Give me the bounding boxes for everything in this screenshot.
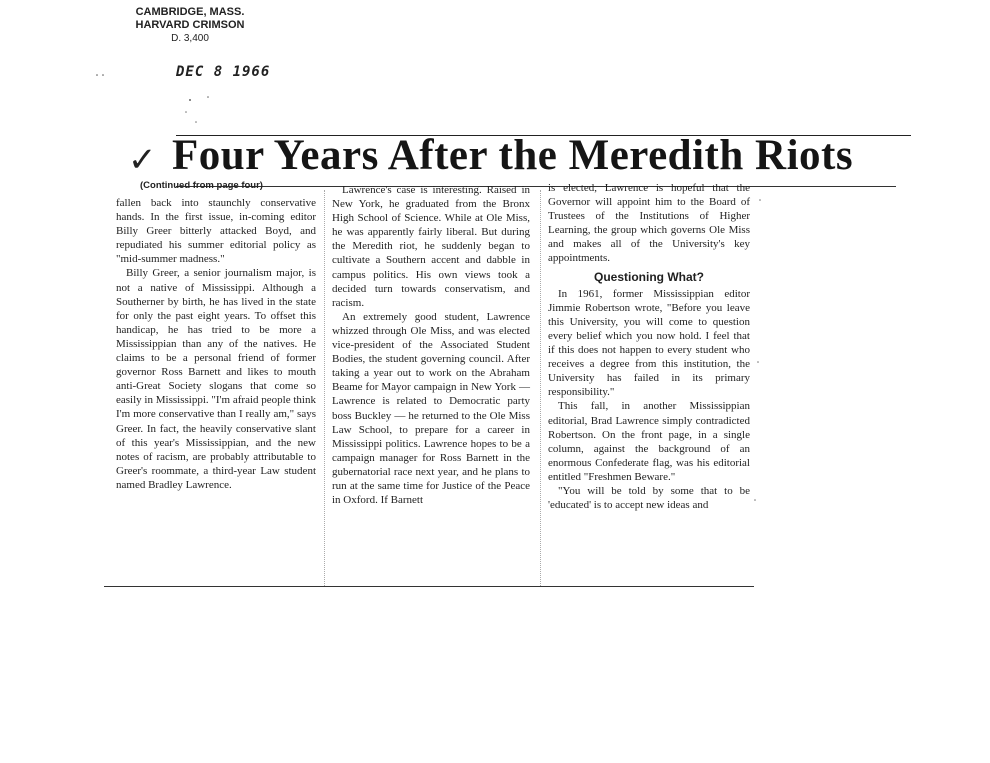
paragraph: An extremely good student, Lawrence whizzed through Ole Miss, and was elected vice-president of the Associated Student Bodies, the student governing council. After taking a year out to work on the Abraham Beame for Mayor campaign in New York — Lawrence is related to Democratic party boss Buckley — he returned to the Ole Miss Law School, to prepare for a career in Mississippi politics. Lawrence hopes to be a campaign manager for Ross Barnett in the gubernatorial race next year, and he plans to run at the same time for Justice of the Peace in Oxford. If Barnett <box>332 310 530 507</box>
paragraph: This fall, in another Mississippian editorial, Brad Lawrence simply contradicted Robertson. On the front page, in a single column, against the background of an enormous Confederate flag, was his editorial entitled "Freshmen Beware." <box>548 400 750 483</box>
continued-note: (Continued from page four) <box>140 180 263 191</box>
subheading: Questioning What? <box>594 269 704 284</box>
paragraph: In 1961, former Mississippian editor Jimmie Robertson wrote, "Before you leave this University, you will come to question every belief which you now hold. I feel that if this does not happen to every student who receives a degree from this institution, the University has failed in its primary responsibility." <box>548 287 750 399</box>
paragraph: fallen back into staunchly conservative hands. In the first issue, in-coming editor Billy Greer bitterly attacked Boyd, and repudiated his summer editorial policy as "mid-summer madness." <box>116 197 316 266</box>
headline: Four Years After the Meredith Riots <box>172 132 854 179</box>
paragraph: is elected, Lawrence is hopeful that the Governor will appoint him to the Board of Trustees of the Institutions of Higher Learning, the group which governs Ole Miss and makes all of the University's key appointments. <box>548 182 750 265</box>
city-line: CAMBRIDGE, MASS. <box>135 6 245 18</box>
circulation-line: D. 3,400 <box>171 33 209 44</box>
check-mark-icon: ✓ <box>128 142 157 179</box>
paragraph: Billy Greer, a senior journalism major, is not a native of Mississippi. Although a Southerner by birth, he has lived in the state for only the past eight years. To offset this handicap, he has tried to be more a Mississippian than any of the natives. He claims to be a personal friend of former governor Ross Barnett and likes to mouth anti-Great Society slogans that come so easily in Mississippi. "I'm afraid people think I'm more conservative than I really am," says Greer. In fact, the heavily conservative slant of this year's Mississippian, and the new notes of racism, are probably attributable to Greer's roommate, a third-year Law student named Bradley Lawrence. <box>116 267 316 491</box>
paragraph: Lawrence's case is interesting. Raised in New York, he graduated from the Bronx High School of Science. While at Ole Miss, he was apparently fairly liberal. But during the Meredith riot, he suddenly began to cultivate a Southern accent and dabble in campus politics. His own views took a decided turn towards conservatism, and racism. <box>332 184 530 309</box>
date-stamp: DEC 8 1966 <box>176 64 271 80</box>
paper-name: HARVARD CRIMSON <box>135 19 245 31</box>
paragraph: "You will be told by some that to be 'educated' is to accept new ideas and <box>548 484 750 512</box>
